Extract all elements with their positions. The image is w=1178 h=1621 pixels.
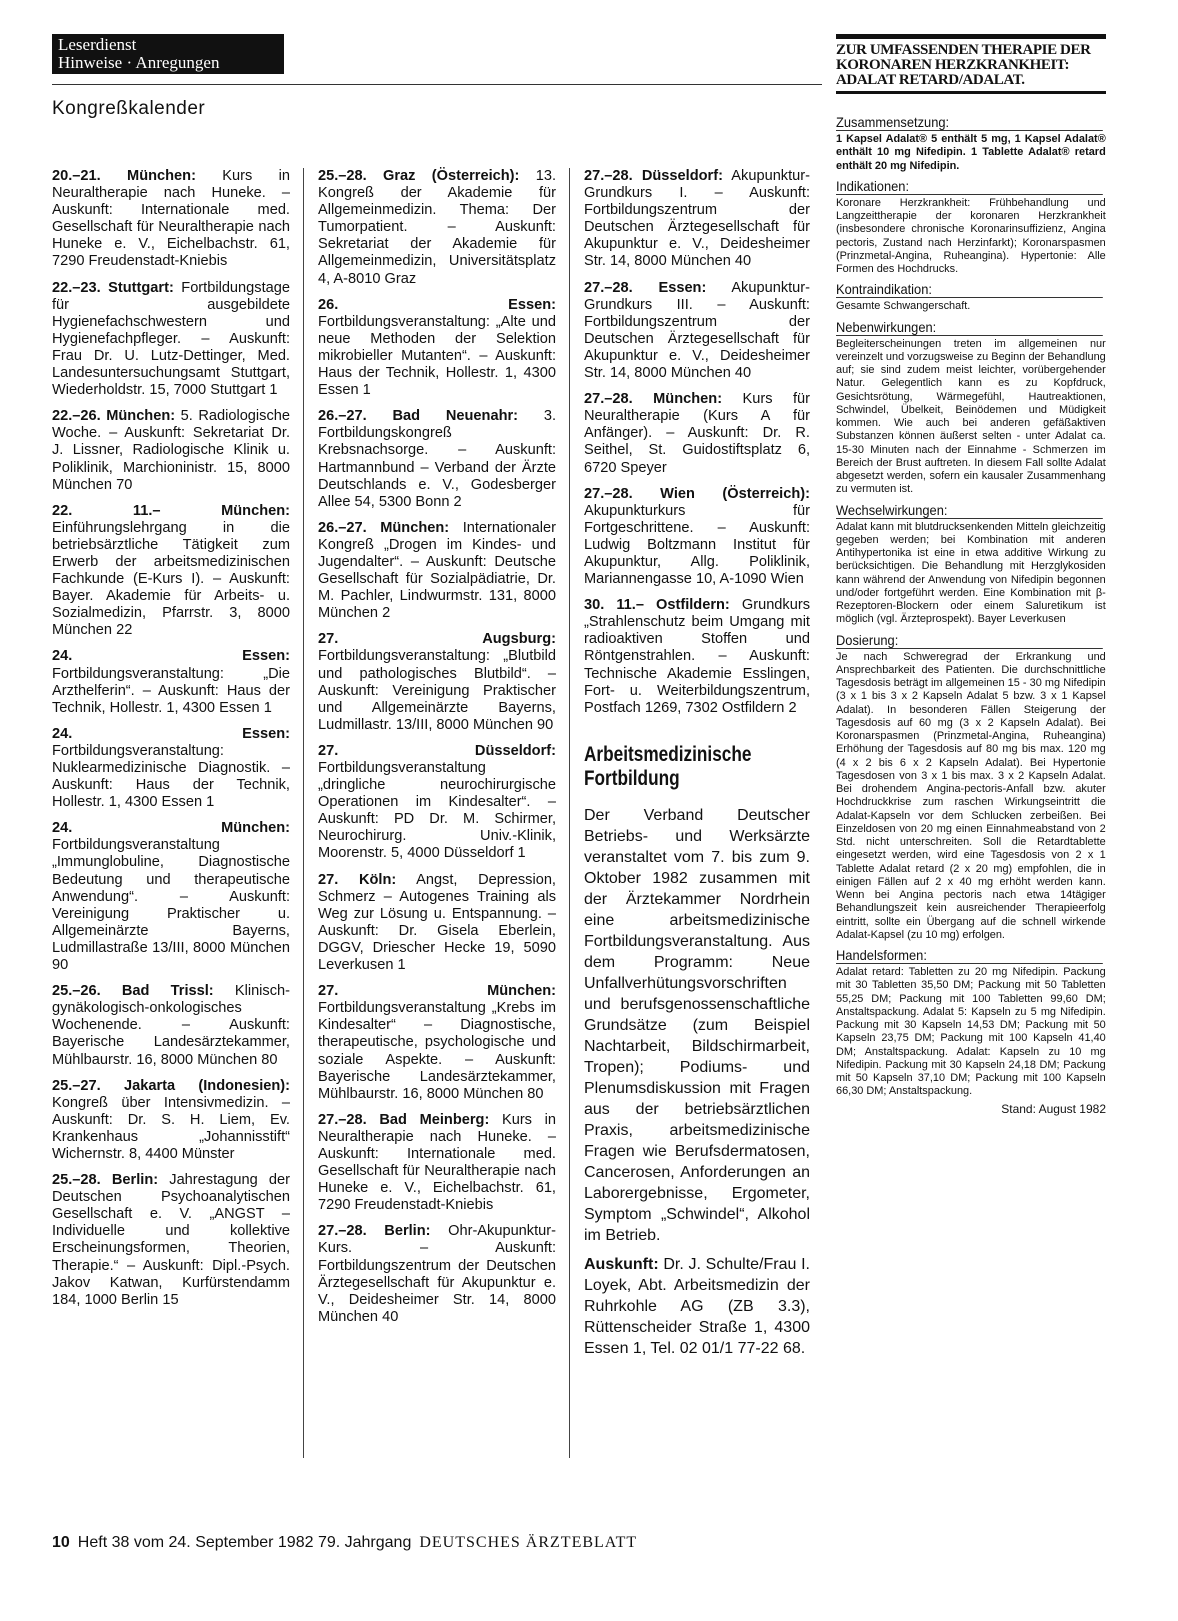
ad-section-heading: Nebenwirkungen: [836,317,1103,336]
calendar-entry [584,391,810,476]
contact-text: Dr. J. Schulte/Frau I. Loyek, Abt. Arbeitsmedizin der Ruhrkohle AG (ZB 3.3), Rüttenscheider Straße 1, 4300 Essen 1, Tel. 02 01/1 77-22 68. [584,1255,810,1357]
entry-text: Jahrestagung der Deutschen Psychoanalytischen Gesellschaft e. V. „ANGST – Individuelle und kollektive Erscheinungsformen, Theorien, Therapie.“ – Auskunft: Dipl.-Psych. Jakov Katwan, Kurfürstendamm 184, 1000 Berlin 15 [52,1172,290,1308]
ad-stand-date: Stand: August 1982 [1001,1101,1106,1116]
column-1 [52,168,290,1318]
calendar-entry [52,1172,290,1309]
calendar-entry [318,520,556,623]
entry-date-place: 27.–28. Bad Meinberg: [318,1111,490,1128]
ad-section-heading: Kontraindikation: [836,279,1103,298]
page-footer [52,1534,637,1552]
entry-text: Angst, Depression, Schmerz – Autogenes Training als Weg zur Lösung u. Entspannung. – Auskunft: Dr. Gisela Eberlein, DGGV, Driescher Hecke 19, 5090 Leverkusen 1 [318,871,556,974]
header-line-1: Leserdienst [58,35,137,54]
entry-date-place: 20.–21. München: [52,168,196,184]
ad-section-text: Gesamte Schwangerschaft. [836,300,971,313]
calendar-entry [584,597,810,717]
entry-date-place: 25.–28. Berlin: [52,1172,159,1189]
entry-text: 5. Radiologische Woche. – Auskunft: Sekretariat Dr. J. Lissner, Radiologische Klinik u. Poliklinik, Marchioninistr. 15, 8000 München 70 [52,408,290,493]
entry-date-place: 25.–28. Graz (Österreich): [318,168,520,184]
entry-text: 13. Kongreß der Akademie für Allgemeinmedizin. Thema: Der Tumorpatient. – Auskunft: Sekretariat der Akademie für Allgemeinmedizin, Universitätsplatz 4, A-8010 Graz [318,168,557,287]
calendar-entry [52,726,290,811]
calendar-entry [318,631,556,734]
entry-date-place: 26. Essen: [318,296,556,313]
entry-date-place: 27. Augsburg: [318,631,556,648]
entry-text: Internationaler Kongreß „Drogen im Kindes- und Jugendalter“. – Auskunft: Deutsche Gesellschaft für Sozialpädiatrie, Dr. M. Pachler, Lindwurmstr. 131, 8000 München 2 [318,519,557,622]
entry-date-place: 27.–28. München: [584,391,723,408]
entry-text: Fortbildungsveranstaltung: „Die Arzthelferin“. – Auskunft: Haus der Technik, Hollestr. 1, 4300 Essen 1 [52,665,290,716]
entry-text: Fortbildungsveranstaltung „Krebs im Kindesalter“ – Diagnostische, therapeutische, psychologische und soziale Aspekte. – Auskunft: Bayerische Landesärztekammer, Mühlbaurstr. 16, 8000 München 80 [318,1000,556,1102]
ad-section-text: Begleiterscheinungen treten im allgemeinen nur vereinzelt und vorzugsweise zu Beginn der Behandlung auf; sie sind zudem meist leichter, vorübergehender Natur. Gelegentlich kann es zu Kopfdruck, Gesichtsrötung, Wärmegefühl, Hautreaktionen, Schwindel, Übelkeit, Beinödemen und Müdigkeit kommen. Wie auch bei anderen gefäßaktiven Substanzen können äußerst selten - unter Adalat ca. 15-30 Minuten nach der Einnahme - Schmerzen im Bereich der Brust auftreten. In diesem Fall sollte Adalat abgesetzt werden, sofern ein kausaler Zusammenhang zu vermuten ist. [836,337,1106,496]
page-title: Kongreßkalender [52,98,206,119]
section-paragraph-contact [584,1254,810,1359]
entry-date-place: 27.–28. Essen: [584,279,707,296]
calendar-entry [318,1112,556,1215]
header-rule [52,84,822,85]
calendar-entry [318,743,556,863]
calendar-entry [318,168,556,288]
ad-section-heading: Indikationen: [836,176,1103,195]
section-heading-arbeitsmedizin [584,743,805,791]
calendar-entry [52,820,290,974]
calendar-entry [584,280,810,383]
column-divider [303,168,304,1458]
ad-section-heading: Handelsformen: [836,945,1103,964]
entry-date-place: 22.–26. München: [52,408,176,425]
entry-text: Akupunktur-Grundkurs III. – Auskunft: Fortbildungszentrum der Deutschen Ärztegesellschaft für Akupunktur e. V., Deidesheimer Str. 14, 8000 München 40 [584,279,811,382]
entry-text: Fortbildungsveranstaltung: Nuklearmedizinische Diagnostik. – Auskunft: Haus der Technik, Hollestr. 1, 4300 Essen 1 [52,742,290,811]
entry-text: Kurs in Neuraltherapie nach Huneke. – Auskunft: Internationale med. Gesellschaft für Neuraltherapie nach Huneke e. V., Eichelbachstr. 61, 7290 Freudenstadt-Kniebis [52,168,291,270]
calendar-entry [52,503,290,640]
entry-text: Ohr-Akupunktur-Kurs. – Auskunft: Fortbildungszentrum der Deutschen Ärztegesellschaft für Akupunktur e. V., Deidesheimer Str. 14, 8000 München 40 [318,1223,556,1325]
calendar-entry [318,872,556,975]
ad-section-text: Koronare Herzkrankheit: Frühbehandlung und Langzeittherapie der koronaren Herzkrankheit (insbesondere chronische Koronarinsuffizienz, Angina pectoris, Zustand nach Herzinfarkt); Koronarspasmen (Prinzmetal-Angina, Ruheangina). Hypertonie: Alle Formen des Hochdrucks. [836,196,1106,275]
ad-section-text: Je nach Schweregrad der Erkrankung und Ansprechbarkeit des Patienten. Die durchschnittliche Tagesdosis beträgt im allgemeinen 15 - 30 mg Nifedipin (3 x 1 bis 3 x 2 Kapseln Adalat 5 bzw. 3 x 1 Kapsel Adalat). In besonderen Fällen Steigerung der Tagesdosis auf 60 mg (3 x 2 Kapseln Adalat). Bei Koronarspasmen (Prinzmetal-Angina, Ruheangina) Erhöhung der Tagesdosis auf 80 mg bis max. 120 mg (4 x 2 bis 6 x 2 Kapseln Adalat). Bei Hypertonie Tagesdosen von 3 x 1 bis max. 3 x 2 Kapseln Adalat. Bei drohendem Angina-pectoris-Anfall bzw. akuter Hochdruckkrise zum raschen Wirkungseintritt die Adalat-Kapseln vor dem Schlucken zerbeißen. Bei Einzeldosen von 20 mg einen Einnahmeabstand von 2 Std. nicht unterschreiten. Soll die Retardtablette eingesetzt werden, wird eine Tagesdosis von 2 x 1 Tablette Adalat retard (2 x 20 mg) empfohlen, die in einigen Fällen auf 2 x 40 mg erhöht werden kann. Wenn bei Angina pectoris nach etwa 14tägiger Behandlungszeit kein ausreichender Therapieerfolg eintritt, sollte ein Übergang auf die schnell wirkende Adalat-Kapsel (zu 10 mg) erfolgen. [836,650,1106,941]
calendar-entry [52,408,290,493]
entry-date-place: 22. 11.– München: [52,502,290,519]
header-line-2: Hinweise · Anregungen [58,53,220,72]
entry-text: Fortbildungstage für ausgebildete Hygienefachschwestern und Hygienefachpfleger. – Auskunft: Frau Dr. U. Lutz-Dettinger, Med. Landesuntersuchungsamt Stuttgart, Wiederholdstr. 15, 7000 Stuttgart 1 [52,279,290,399]
calendar-entry [318,297,556,400]
entry-text: 3. Fortbildungskongreß Krebsnachsorge. – Auskunft: Hartmannbund – Verband der Ärzte Deutschlands e. V., Godesberger Allee 54, 5300 Bonn 2 [318,408,556,510]
entry-date-place: 30. 11.– Ostfildern: [584,597,730,614]
entry-date-place: 26.–27. Bad Neuenahr: [318,408,519,425]
ad-title: ZUR UMFASSENDEN THERAPIE DER KORONAREN HERZKRANKHEIT: ADALAT RETARD/ADALAT. [836,42,1091,88]
entry-text: Einführungslehrgang in die betriebsärztliche Tätigkeit zum Erwerb der arbeitsmedizinischen Fachkunde (E-Kurs I). – Auskunft: Bayer. Akademie für Arbeits- u. Sozialmedizin, Pfarrstr. 3, 8000 München 22 [52,519,290,639]
entry-date-place: 24. Essen: [52,725,290,742]
issue-info: Heft 38 vom 24. September 1982 79. Jahrgang [77,1534,412,1551]
ad-section-heading: Wechselwirkungen: [836,500,1103,519]
ad-section-heading: Dosierung: [836,630,1103,649]
entry-text: Fortbildungsveranstaltung „dringliche neurochirurgische Operationen im Kindesalter“. – Auskunft: PD Dr. M. Schirmer, Neurochirurg. Univ.-Klinik, Moorenstr. 5, 4000 Düsseldorf 1 [318,760,556,862]
calendar-entry [52,648,290,716]
page-number: 10 [52,1534,70,1551]
entry-date-place: 24. Essen: [52,648,290,665]
entry-text: Kongreß über Intensivmedizin. – Auskunft: Dr. S. H. Liem, Ev. Krankenhaus „Johannisstift“ Wichernstr. 8, 4400 Münster [52,1094,290,1162]
calendar-entry [584,168,810,271]
entry-date-place: 27.–28. Berlin: [318,1223,431,1240]
journal-name: DEUTSCHES ÄRZTEBLATT [419,1534,638,1551]
entry-date-place: 25.–26. Bad Trissl: [52,983,214,1000]
entry-date-place: 27.–28. Wien (Österreich): [584,485,810,502]
column-2 [318,168,556,1335]
column-3 [584,168,810,1367]
entry-text: Grundkurs „Strahlenschutz beim Umgang mit radioaktiven Stoffen und Röntgenstrahlen. – Auskunft: Technische Akademie Esslingen, Fort- u. Weiterbildungszentrum, Postfach 1269, 7302 Ostfildern 2 [584,597,810,716]
entry-date-place: 27. München: [318,983,556,1000]
ad-section-text: 1 Kapsel Adalat® 5 enthält 5 mg, 1 Kapsel Adalat® enthält 10 mg Nifedipin. 1 Tablette Adalat® retard enthält 20 mg Nifedipin. [836,133,1106,172]
entry-date-place: 26.–27. München: [318,519,450,536]
calendar-entry [52,168,290,271]
calendar-entry [318,408,556,511]
ad-section-heading: Zusammensetzung: [836,112,1103,131]
entry-text: Akupunkturkurs für Fortgeschrittene. – Auskunft: Ludwig Boltzmann Institut für Akupunktur, Allg. Poliklinik, Mariannengasse 10, A-1090 Wien [584,502,810,588]
ad-title-rule [836,91,1106,94]
column-divider [569,168,570,1458]
section-heading-line-1: Arbeitsmedizinische [584,742,752,766]
entry-date-place: 22.–23. Stuttgart: [52,279,174,296]
calendar-entry [584,486,810,589]
entry-text: Kurs für Neuraltherapie (Kurs A für Anfänger). – Auskunft: Dr. R. Seithel, St. Guidostiftsplatz 6, 6720 Speyer [584,391,811,476]
ad-section-text: Adalat retard: Tabletten zu 20 mg Nifedipin. Packung mit 30 Tabletten 35,50 DM; Packung mit 50 Tabletten 55,25 DM; Packung mit 100 Tabletten 99,60 DM; Anstaltspackung. Adalat 5: Kapseln zu 5 mg Nifedipin. Packung mit 30 Kapseln 14,53 DM; Packung mit 50 Kapseln 23,75 DM; Packung mit 100 Kapseln 41,40 DM; Anstaltspackung. Adalat: Kapseln zu 10 mg Nifedipin. Packung mit 30 Kapseln 24,18 DM; Packung mit 50 Kapseln 37,10 DM; Packung mit 100 Kapseln 66,30 DM; Anstaltspackung. [836,966,1106,1098]
entry-text: Fortbildungsveranstaltung: „Alte und neue Methoden der Selektion mikrobieller Mutanten“. – Auskunft: Haus der Technik, Hollestr. 1, 4300 Essen 1 [318,313,556,399]
section-heading-line-2: Fortbildung [584,766,680,790]
entry-date-place: 27.–28. Düsseldorf: [584,168,723,184]
section-header-box [52,34,284,74]
ad-section-text: Adalat kann mit blutdrucksenkenden Mitteln gleichzeitig gegeben werden; bei Kombination mit anderen Antihypertonika ist eine in etwa additive Wirkung zu berücksichtigen. Die Behandlung mit Herzglykosiden kann während der Anwendung von Nifedipin begonnen und/oder fortgeführt werden. Eine Kombination mit β-Rezeptoren-Blockern oder einem Saluretikum ist möglich (vgl. Ärzteprospekt). Bayer Leverkusen [836,520,1106,626]
adalat-advertisement [836,34,1106,1116]
contact-label: Auskunft: [584,1255,659,1273]
calendar-entry [318,983,556,1103]
entry-date-place: 27. Düsseldorf: [318,742,556,759]
calendar-entry [52,280,290,400]
calendar-entry [318,1223,556,1326]
calendar-entry [52,983,290,1068]
entry-text: Fortbildungsveranstaltung: „Blutbild und pathologisches Blutbild“. – Auskunft: Vereinigung Praktischer und Allgemeinärzte Bayerns, Ludmillastr. 13/III, 8000 München 90 [318,648,556,733]
entry-text: Kurs in Neuraltherapie nach Huneke. – Auskunft: Internationale med. Gesellschaft für Neuraltherapie nach Huneke e. V., Eichelbachstr. 61, 7290 Freudenstadt-Kniebis [318,1111,556,1214]
section-body-arbeitsmedizin [584,805,810,1359]
entry-date-place: 25.–27. Jakarta (Indonesien): [52,1077,290,1094]
section-paragraph: Der Verband Deutscher Betriebs- und Werksärzte veranstaltet vom 7. bis zum 9. Oktober 1982 zusammen mit der Ärztekammer Nordrhein eine arbeitsmedizinische Fortbildungsveranstaltung. Aus dem Programm: Neue Unfallverhütungsvorschriften und berufsgenossenschaftliche Grundsätze (zum Beispiel Nachtarbeit, Bildschirmarbeit, Tropen); Podiums- und Plenumsdiskussion mit Fragen aus der betriebsärztlichen Praxis, arbeitsmedizinische Fragen wie Berufsdermatosen, Cancerosen, Anforderungen an Laborergebnisse, Ergometer, Symptom „Schwindel“, Alkohol im Betrieb. [584,806,810,1244]
entry-text: Klinisch-gynäkologisch-onkologisches Wochenende. – Auskunft: Bayerische Landesärztekammer, Mühlbaurstr. 16, 8000 München 80 [52,983,290,1068]
entry-text: Akupunktur-Grundkurs I. – Auskunft: Fortbildungszentrum der Deutschen Ärztegesellschaft für Akupunktur e. V., Deidesheimer Str. 14, 8000 München 40 [584,168,810,270]
entry-text: Fortbildungsveranstaltung „Immunglobuline, Diagnostische Bedeutung und therapeutische Anwendung“. – Auskunft: Vereinigung Praktischer u. Allgemeinärzte Bayerns, Ludmillastraße 13/III, 8000 München 90 [52,837,290,974]
entry-date-place: 27. Köln: [318,871,397,888]
entry-date-place: 24. München: [52,820,290,837]
calendar-entry [52,1078,290,1163]
